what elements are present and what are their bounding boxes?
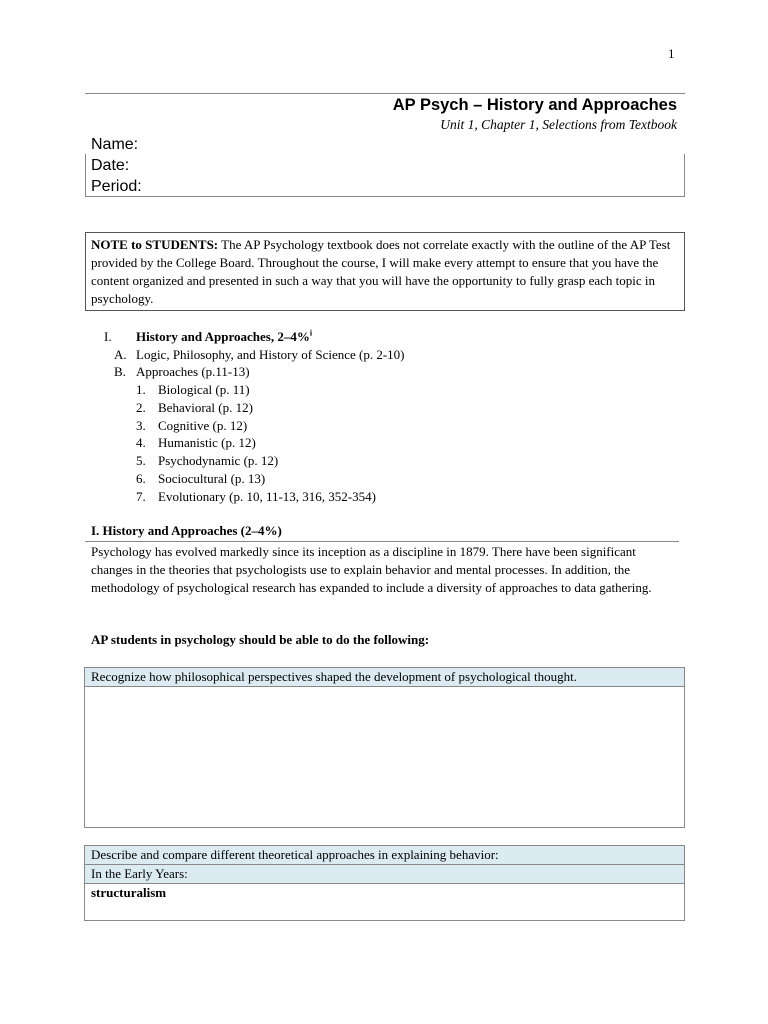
section-body: Psychology has evolved markedly since its inception as a discipline in 1879. There have been significant changes in the theories that psychologists use to explain behavior and mental processes. In addition, the methodology of psychological research has expanded to include a diversity of approaches to data gathering. [91,544,652,595]
outline-subitem: Sociocultural (p. 13) [158,471,266,486]
outline-subitem: Cognitive (p. 12) [158,418,248,433]
objective-header: Describe and compare different theoretical approaches in explaining behavior: [85,846,684,865]
document-subtitle: Unit 1, Chapter 1, Selections from Textbook [440,117,677,132]
outline-title-text: History and Approaches, 2–4% [136,329,310,344]
objective-subheader: In the Early Years: [85,865,684,884]
date-field-label: Date: [91,157,130,174]
note-label: NOTE to STUDENTS: [91,237,219,252]
outline-subitem: Behavioral (p. 12) [158,400,253,415]
outline-number: 2. [136,400,146,415]
section-rule [85,541,679,542]
page-number: 1 [668,46,675,61]
learning-objectives-heading: AP students in psychology should be able to do the following: [91,632,430,647]
outline-letter-b: B. [114,364,126,379]
period-field-label: Period: [91,178,142,195]
objective-table-approaches [84,845,685,921]
outline-title [136,328,312,346]
outline-footnote: i [309,328,313,338]
objective-table-philosophy [84,667,685,828]
name-field-label: Name: [91,136,139,153]
outline-number: 7. [136,489,146,504]
outline-item-a: Logic, Philosophy, and History of Science (p. 2-10) [136,347,405,362]
objective-header: Recognize how philosophical perspectives shaped the development of psychological thought. [85,668,684,687]
outline-subitem: Evolutionary (p. 10, 11-13, 316, 352-354) [158,489,376,504]
outline-number: 5. [136,453,146,468]
outline-subitem: Biological (p. 11) [158,382,250,397]
outline-number: 4. [136,435,146,450]
outline-number: 6. [136,471,146,486]
section-heading: I. History and Approaches (2–4%) [91,523,282,538]
note-to-students-box [85,232,685,311]
student-info-box [85,154,685,197]
outline-subitem: Humanistic (p. 12) [158,435,256,450]
outline-number: 3. [136,418,146,433]
note-text: The AP Psychology textbook does not correlate exactly with the outline of the AP Test provided by the College Board. Throughout the course, I will make every attempt to ensure that you have the content organized and presented in such a way that you will have the opportunity to fully grasp each topic in psychology. [91,237,671,306]
outline-number: 1. [136,382,146,397]
structuralism-row[interactable]: structuralism [91,885,167,900]
outline-letter-a: A. [114,347,127,362]
answer-area[interactable] [85,687,684,827]
outline-numeral: I. [104,329,112,344]
outline-subitem: Psychodynamic (p. 12) [158,453,279,468]
document-title: AP Psych – History and Approaches [392,96,677,114]
top-rule [85,93,685,94]
outline-item-b: Approaches (p.11-13) [136,364,250,379]
